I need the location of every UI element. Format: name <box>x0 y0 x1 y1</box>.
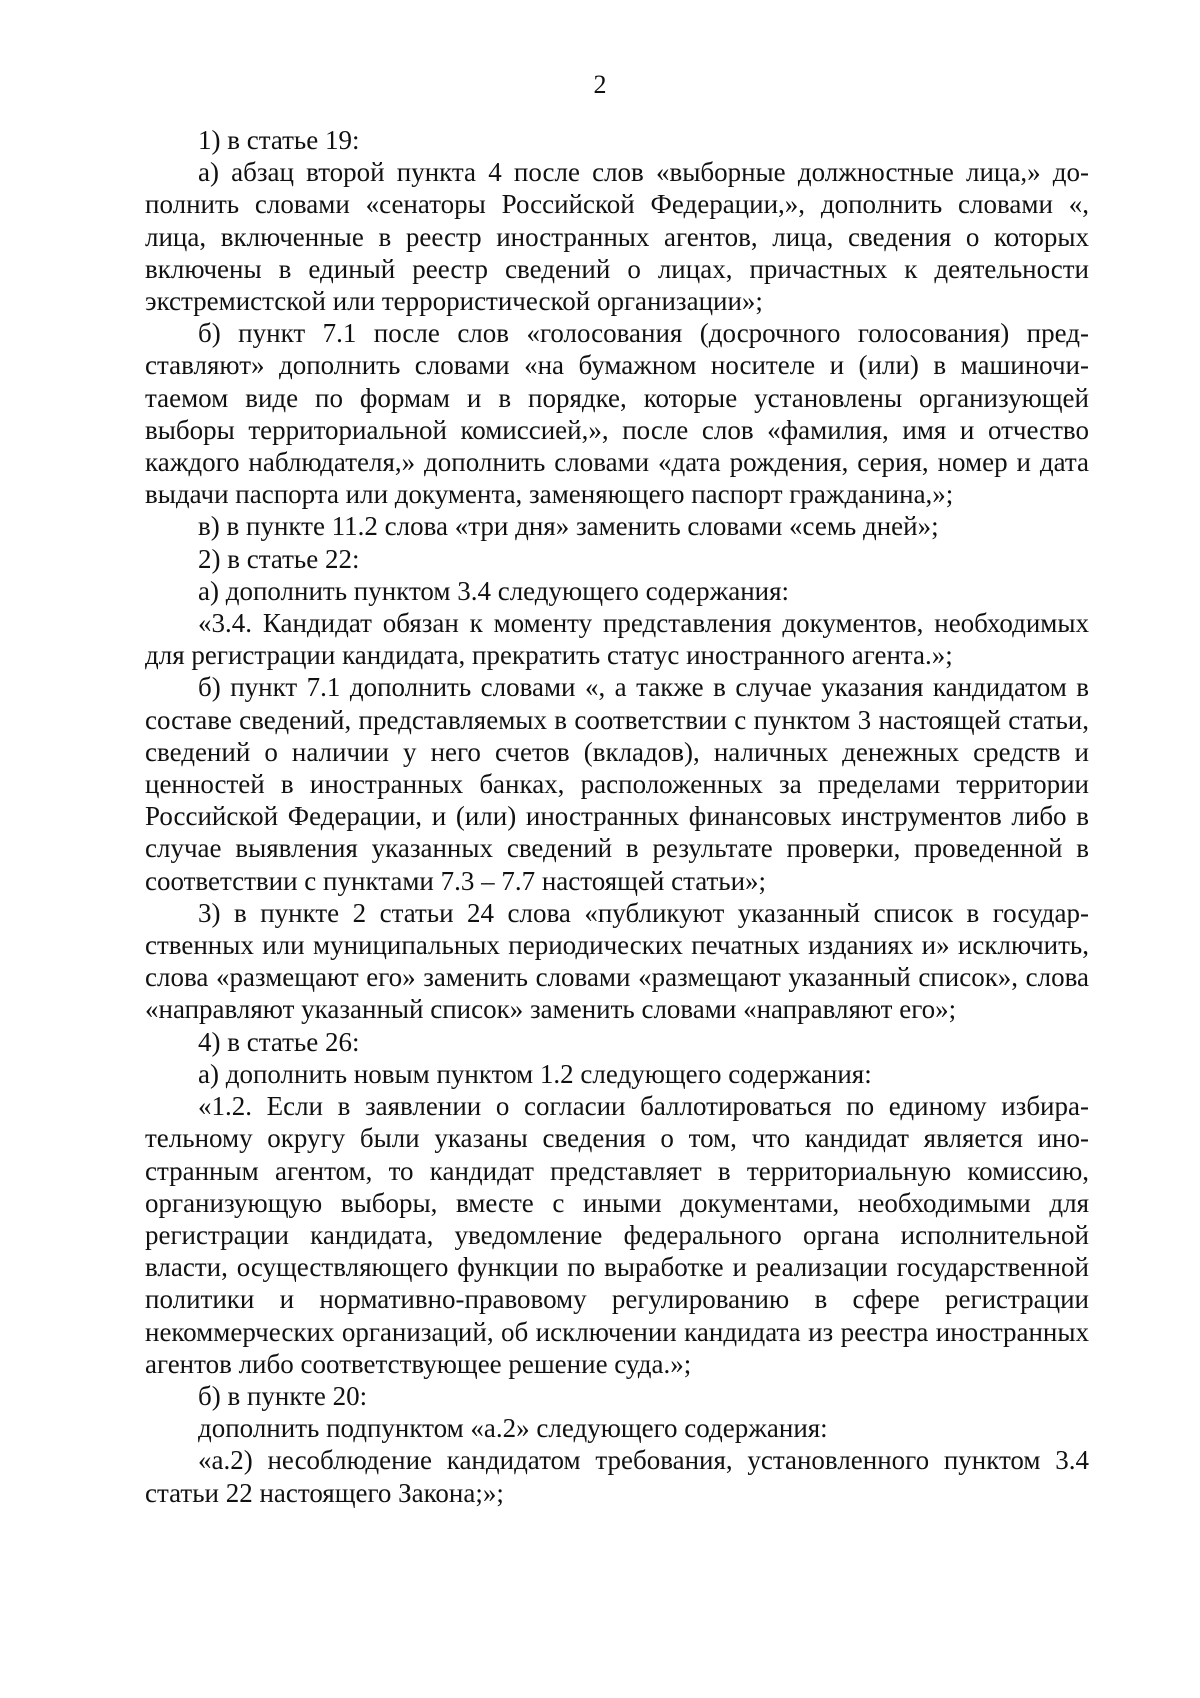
paragraph-article-24: 3) в пункте 2 статьи 24 слова «публикуют указанный список в государственных или муниципальных периодических печатных изданиях и» исключить, слова «размещают его» заменить словами «размещают указанный список», слова «направляют указанный список» заменить словами «направляют его»; <box>145 897 1089 1025</box>
paragraph-26-a: а) дополнить новым пунктом 1.2 следующего содержания: <box>198 1058 872 1089</box>
paragraph-26-b-quote: «а.2) несоблюдение кандидатом требования, установленного пунктом 3.4 статьи 22 настоящего Закона;»; <box>145 1445 1089 1508</box>
paragraph-26-a-quote: «1.2. Если в заявлении о согласии баллотироваться по единому избирательному округу были указаны сведения о том, что кандидат является иностранным агентом, то кандидат представляет в территориальную комиссию, организующую выборы, вместе с иными документами, необходимыми для регистрации кандидата, уведомление федерального органа исполнительной власти, осуществляющего функции по выработке и реализации государственной политики и нормативно-правовому регулированию в сфере регистрации некоммерческих организаций, об исключении кандидата из реестра иностранных агентов либо соответствующее решение суда.»; <box>145 1091 1089 1379</box>
paragraph-22-a-quote: «3.4. Кандидат обязан к моменту представления документов, необходимых для регистрации кандидата, прекратить статус иностранного агента.»; <box>145 608 1089 671</box>
page-number: 2 <box>593 70 607 99</box>
paragraph-article-26: 4) в статье 26: <box>198 1026 360 1057</box>
paragraph-article-19: 1) в статье 19: <box>198 125 360 155</box>
paragraph-19-v: в) в пункте 11.2 слова «три дня» заменить словами «семь дней»; <box>198 511 939 542</box>
paragraph-26-b: б) в пункте 20: <box>198 1380 368 1411</box>
paragraph-19-b: б) пункт 7.1 после слов «голосования (досрочного голосования) представляют» дополнить словами «на бумажном носителе и (или) в машиночитаемом виде по формам и в порядке, которые установлены организующей выборы территориальной комиссией,», после слов «фамилия, имя и отчество каждого наблюдателя,» дополнить словами «дата рождения, серия, номер и дата выдачи паспорта или документа, заменяющего паспорт гражданина,»; <box>145 318 1089 510</box>
paragraph-19-a: а) абзац второй пункта 4 после слов «выборные должностные лица,» дополнить словами «сенаторы Российской Федерации,», дополнить словами «, лица, включенные в реестр иностранных агентов, лица, сведения о которых включены в единый реестр сведений о лицах, причастных к деятельности экстремистской или террористической организации»; <box>145 157 1089 317</box>
document-body <box>145 124 1089 1509</box>
paragraph-26-b-intro: дополнить подпунктом «а.2» следующего содержания: <box>198 1413 828 1444</box>
paragraph-22-b: б) пункт 7.1 дополнить словами «, а также в случае указания кандидатом в составе сведений, представляемых в соответствии с пунктом 3 настоящей статьи, сведений о наличии у него счетов (вкладов), наличных денежных средств и ценностей в иностранных банках, расположенных за пределами территории Российской Федерации, и (или) иностранных финансовых инструментов либо в случае выявления указанных сведений в результате проверки, проведенной в соответствии с пунктами 7.3 – 7.7 настоящей статьи»; <box>145 672 1089 896</box>
paragraph-article-22: 2) в статье 22: <box>198 543 360 574</box>
paragraph-22-a: а) дополнить пунктом 3.4 следующего содержания: <box>198 575 790 606</box>
